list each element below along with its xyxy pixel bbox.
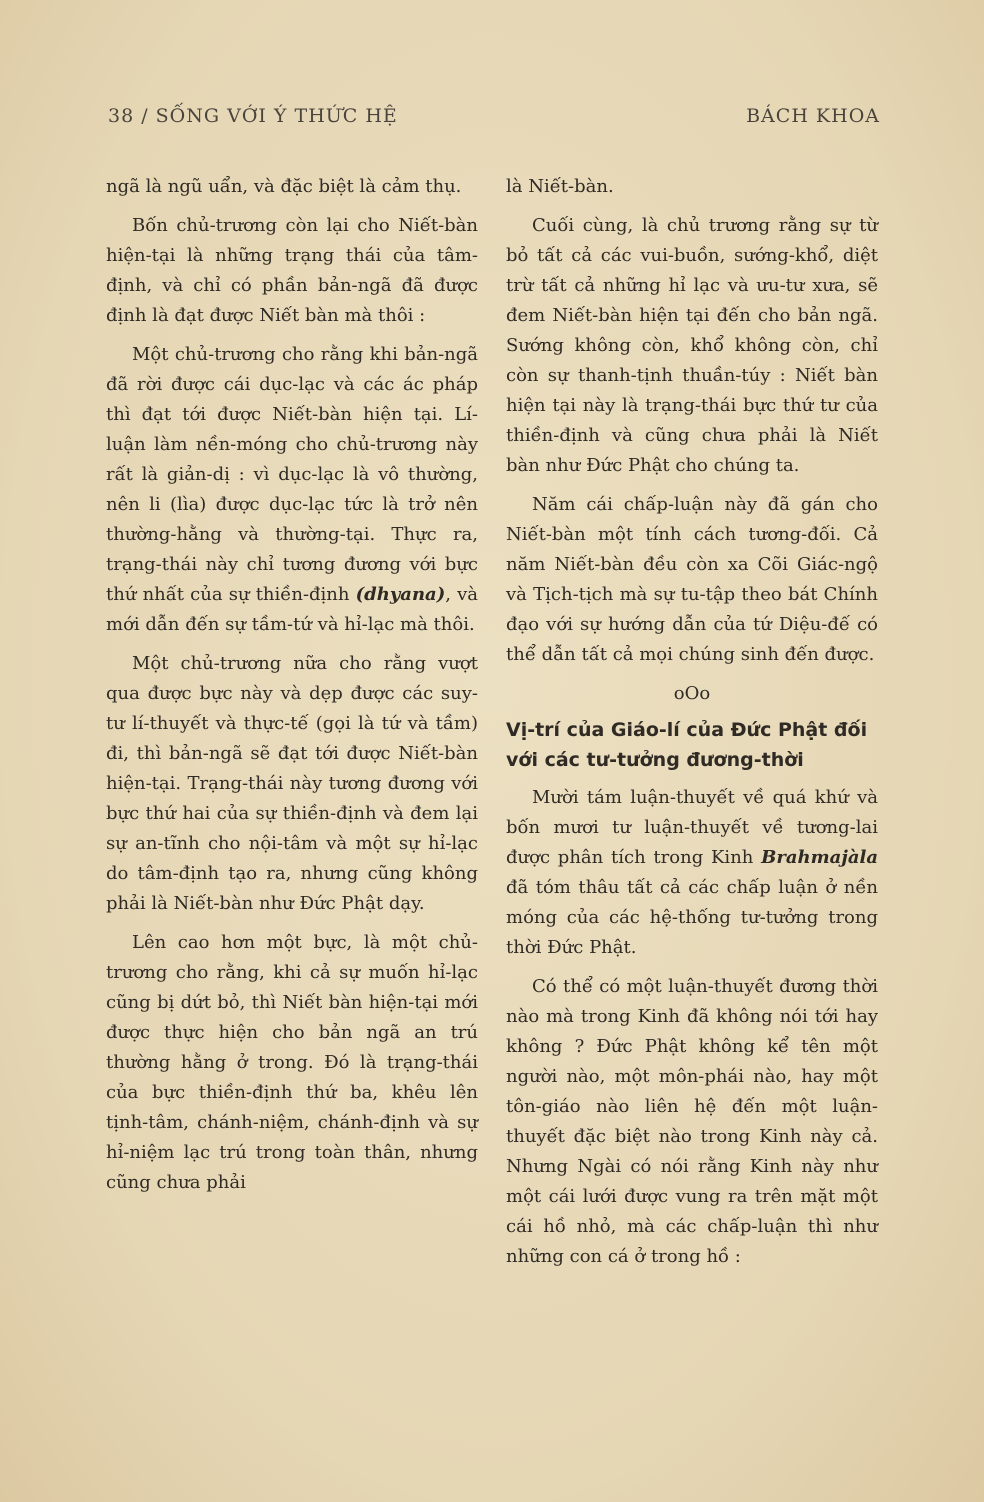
paragraph-text: Một chủ-trương cho rằng khi bản-ngã đã rời được cái dục-lạc và các ác pháp thì đạt tới được Niết-bàn hiện tại. Lí-luận làm nền-móng cho chủ-trương này rất là giản-dị : vì dục-lạc là vô thường, nên li (lìa) được dục-lạc tức là trở nên thường-hằng và thường-tại. Thực ra, trạng-thái này chỉ tương đương với bực thứ nhất của sự thiền-định (106, 344, 478, 605)
paragraph: Lên cao hơn một bực, là một chủ-trương cho rằng, khi cả sự muốn hỉ-lạc cũng bị dứt bỏ, thì Niết bàn hiện-tại mới được thực hiện cho bản ngã an trú thường hằng ở trong. Đó là trạng-thái của bực thiền-định thứ ba, khêu lên tịnh-tâm, chánh-niệm, chánh-định và sự hỉ-niệm lạc trú trong toàn thân, nhưng cũng chưa phải (106, 932, 478, 1193)
paragraph-text: đã tóm thâu tất cả các chấp luận ở nền móng của các hệ-thống tư-tưởng trong thời Đức Phật. (506, 877, 878, 958)
running-header (108, 98, 880, 134)
paragraph-text: , và mới dẫn đến sự tầm-tứ và hỉ-lạc mà thôi. (106, 584, 479, 635)
left-column (106, 172, 478, 1207)
paragraph: Bốn chủ-trương còn lại cho Niết-bàn hiện-tại là những trạng thái của tâm-định, và chỉ có phần bản-ngã đã được định là đạt được Niết bàn mà thôi : (106, 215, 478, 326)
paragraph: ngã là ngũ uẩn, và đặc biệt là cảm thụ. (106, 176, 462, 197)
paragraph (506, 783, 878, 963)
paragraph: Cuối cùng, là chủ trương rằng sự từ bỏ tất cả các vui-buồn, sướng-khổ, diệt trừ tất cả những hỉ lạc và ưu-tư xưa, sẽ đem Niết-bàn hiện tại đến cho bản ngã. Sướng không còn, khổ không còn, chỉ còn sự thanh-tịnh thuần-túy : Niết bàn hiện tại này là trạng-thái bực thứ tư của thiền-định và cũng chưa phải là Niết bàn như Đức Phật cho chúng ta. (506, 215, 878, 476)
section-separator: oOo (673, 683, 711, 704)
journal-title: BÁCH KHOA (746, 105, 880, 127)
paragraph-text: Mười tám luận-thuyết về quá khứ và bốn mươi tư luận-thuyết về tương-lai được phân tích trong Kinh (506, 787, 878, 868)
paragraph: Có thể có một luận-thuyết đương thời nào mà trong Kinh đã không nói tới hay không ? Đức Phật không kể tên một người nào, một môn-phái nào, hay một tôn-giáo nào liên hệ đến một luận-thuyết đặc biệt nào trong Kinh này cả. Nhưng Ngài có nói rằng Kinh này như một cái lưới được vung ra trên mặt một cái hồ nhỏ, mà các chấp-luận thì như những con cá ở trong hồ : (506, 976, 878, 1267)
right-column (506, 172, 878, 1281)
section-heading: Vị-trí của Giáo-lí của Đức Phật đối với các tư-tưởng đương-thời (506, 719, 868, 771)
italic-term: (dhyana) (355, 584, 446, 605)
paragraph: Một chủ-trương nữa cho rằng vượt qua được bực này và dẹp được các suy-tư lí-thuyết và thực-tế (gọi là tứ và tầm) đi, thì bản-ngã sẽ đạt tới được Niết-bàn hiện-tại. Trạng-thái này tương đương với bực thứ hai của sự thiền-định và đem lại sự an-tĩnh cho nội-tâm và một sự hỉ-lạc do tâm-định tạo ra, nhưng cũng không phải là Niết-bàn như Đức Phật dạy. (106, 653, 478, 914)
paragraph: là Niết-bàn. (506, 176, 614, 197)
italic-term: Brahmajàla (761, 847, 878, 868)
paragraph (106, 340, 478, 640)
page-number-and-section: 38 / SỐNG VỚI Ý THỨC HỆ (108, 105, 398, 127)
paragraph: Năm cái chấp-luận này đã gán cho Niết-bàn một tính cách tương-đối. Cả năm Niết-bàn đều còn xa Cõi Giác-ngộ và Tịch-tịch mà sự tu-tập theo bát Chính đạo với sự hướng dẫn của tứ Diệu-đế có thể dẫn tất cả mọi chúng sinh đến được. (506, 494, 878, 665)
